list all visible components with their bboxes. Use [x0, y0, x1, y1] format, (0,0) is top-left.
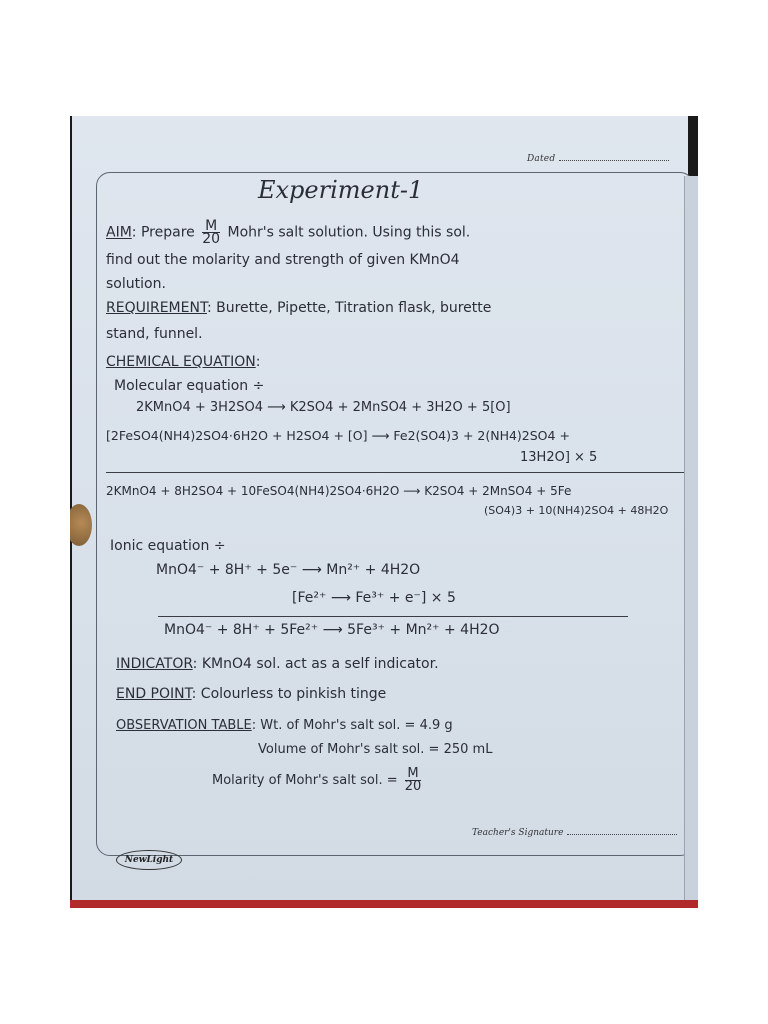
endpoint-label: END POINT — [116, 686, 192, 702]
chemical-equation-label: CHEMICAL EQUATION — [106, 354, 256, 370]
net-ionic-equation: MnO4⁻ + 8H⁺ + 5Fe²⁺ ⟶ 5Fe³⁺ + Mn²⁺ + 4H2O — [164, 622, 500, 638]
cover-edge — [70, 900, 698, 908]
net-molecular-equation-b: (SO4)3 + 10(NH4)2SO4 + 48H2O — [484, 504, 669, 517]
ionic-equation-label: Ionic equation ÷ — [110, 538, 226, 554]
indicator-text: : KMnO4 sol. act as a self indicator. — [192, 656, 439, 672]
observation-text-1: : Wt. of Mohr's salt sol. = 4.9 g — [251, 718, 453, 733]
ionic-equation-1: MnO4⁻ + 8H⁺ + 5e⁻ ⟶ Mn²⁺ + 4H2O — [156, 562, 421, 578]
chemical-equation-heading — [106, 354, 260, 370]
equation-divider-1 — [106, 472, 684, 473]
aim-label: AIM — [106, 224, 132, 241]
notebook-page — [72, 116, 688, 906]
page-title: Experiment-1 — [258, 176, 424, 204]
molecular-equation-2b: 13H2O] × 5 — [520, 450, 598, 465]
observation-line-3 — [212, 768, 424, 793]
aim-line-3: solution. — [106, 276, 166, 292]
chemical-equation-suffix: : — [255, 354, 261, 370]
ionic-equation-2: [Fe²⁺ ⟶ Fe³⁺ + e⁻] × 5 — [292, 590, 456, 606]
indicator-label: INDICATOR — [116, 656, 193, 672]
aim-frac-den: 20 — [202, 231, 221, 247]
endpoint-text: : Colourless to pinkish tinge — [191, 686, 387, 702]
requirement-line-1 — [106, 300, 491, 316]
observation-label: OBSERVATION TABLE — [116, 718, 252, 733]
equation-divider-2 — [158, 616, 628, 617]
aim-fraction — [202, 220, 220, 245]
signature-label: Teacher's Signature — [472, 828, 564, 838]
molecular-equation-2a: [2FeSO4(NH4)2SO4·6H2O + H2SO4 + [O] ⟶ Fe2(SO4)3 + 2(NH4)2SO4 + — [106, 428, 570, 443]
dated-field — [527, 154, 669, 164]
aim-line-2: find out the molarity and strength of given KMnO4 — [106, 252, 460, 268]
brand-logo: NewLight — [116, 850, 182, 870]
adjacent-page-edge — [684, 176, 698, 908]
molecular-equation-1: 2KMnO4 + 3H2SO4 ⟶ K2SO4 + 2MnSO4 + 3H2O + 5[O] — [136, 400, 511, 415]
requirement-label: REQUIREMENT — [106, 300, 207, 316]
observation-fraction — [405, 768, 422, 793]
aim-prefix: : Prepare — [131, 224, 195, 241]
aim-suffix: Mohr's salt solution. Using this sol. — [227, 224, 471, 241]
net-molecular-equation-a: 2KMnO4 + 8H2SO4 + 10FeSO4(NH4)2SO4·6H2O ⟶ K2SO4 + 2MnSO4 + 5Fe — [106, 484, 572, 498]
molecular-equation-label: Molecular equation ÷ — [114, 378, 265, 394]
observation-line-1 — [116, 718, 453, 733]
binding-ring — [70, 504, 92, 546]
observation-line-2: Volume of Mohr's salt sol. = 250 mL — [258, 742, 493, 757]
aim-frac-num: M — [202, 220, 220, 233]
dated-label: Dated — [527, 154, 556, 164]
requirement-line-2: stand, funnel. — [106, 326, 203, 342]
aim-line-1 — [106, 220, 470, 245]
observation-frac-den: 20 — [404, 779, 422, 794]
indicator-line — [116, 656, 439, 672]
observation-text-3: Molarity of Mohr's salt sol. = — [212, 773, 398, 788]
teacher-signature-field — [472, 828, 677, 838]
requirement-text: : Burette, Pipette, Titration flask, burette — [206, 300, 492, 316]
notebook-photo — [70, 116, 698, 908]
observation-frac-num: M — [405, 768, 422, 781]
endpoint-line — [116, 686, 386, 702]
